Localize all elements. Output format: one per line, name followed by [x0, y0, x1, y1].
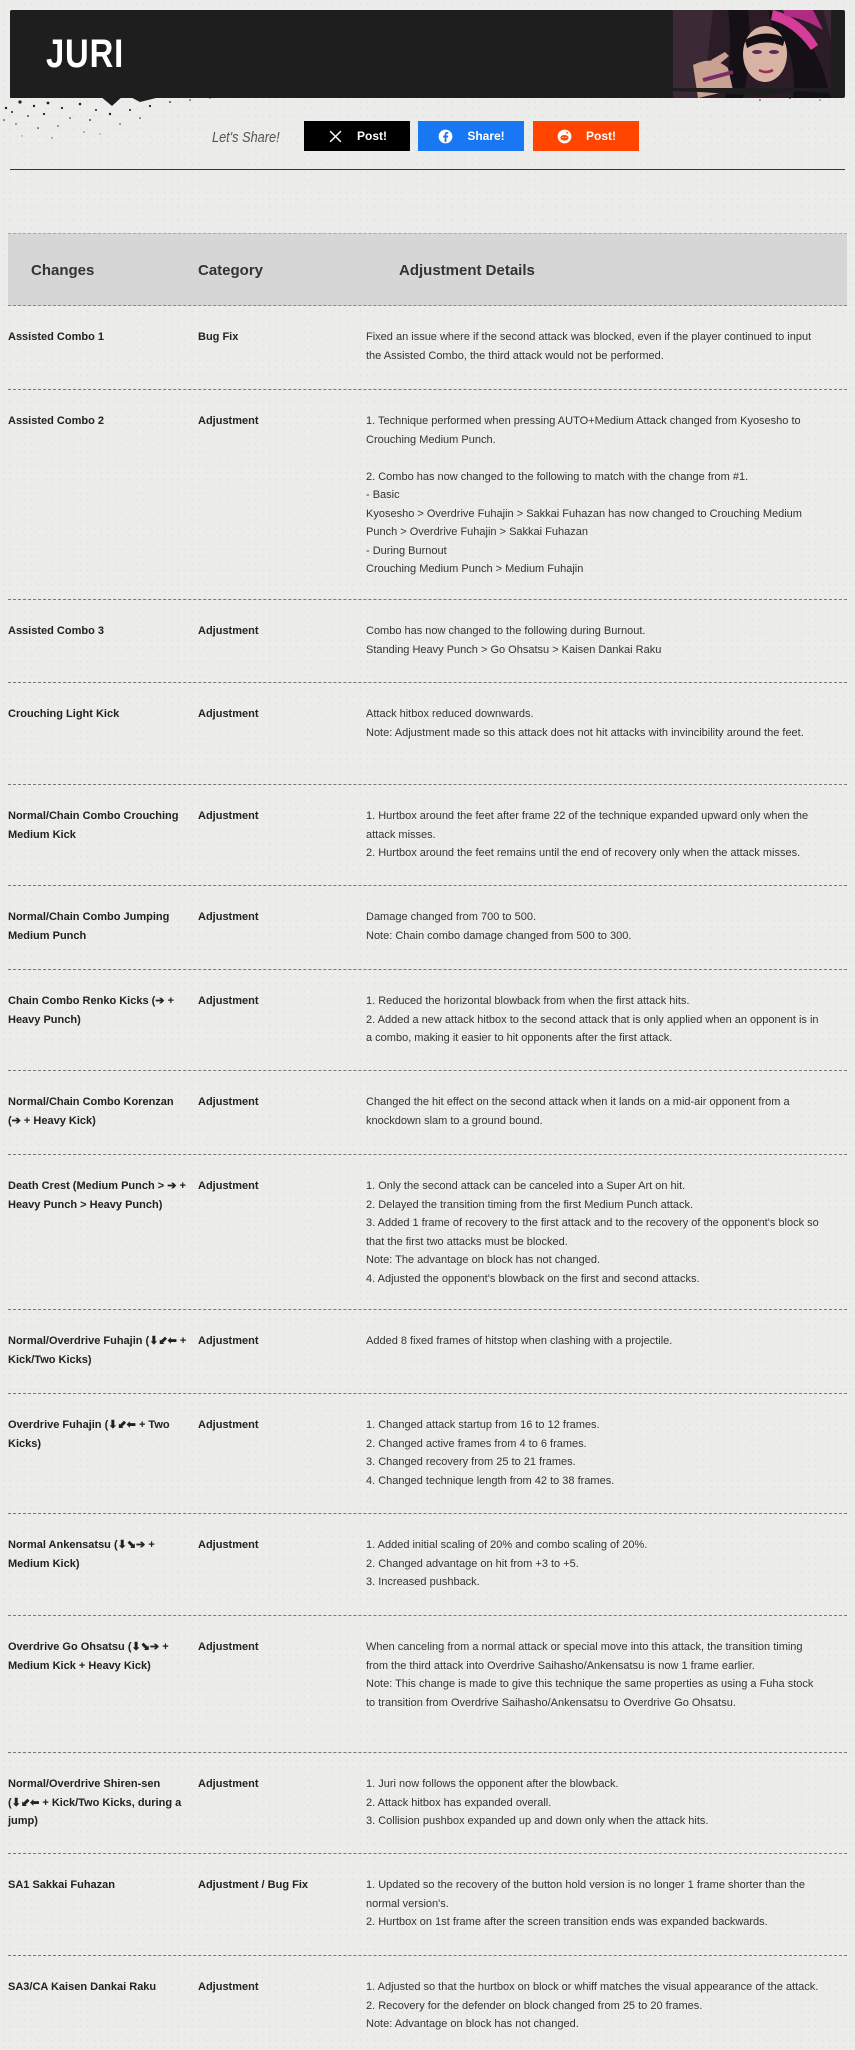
share-x-label: Post!: [357, 129, 387, 143]
change-details: Damage changed from 700 to 500. Note: Chain combo damage changed from 500 to 300.: [366, 911, 632, 942]
change-details: 1. Added initial scaling of 20% and combo scaling of 20%. 2. Changed advantage on hit from +3 to +5. 3. Increased pushback.: [366, 1539, 648, 1588]
change-details: Combo has now changed to the following during Burnout. Standing Heavy Punch > Go Ohsatsu > Kaisen Dankai Raku: [366, 625, 662, 656]
change-details: 1. Updated so the recovery of the button hold version is no longer 1 frame shorter than the normal version's. 2. Hurtbox on 1st frame after the screen transition ends was expanded backwards.: [366, 1879, 806, 1928]
change-name: Assisted Combo 2: [8, 415, 104, 427]
table-row: [8, 1071, 847, 1155]
share-reddit-button[interactable]: [533, 121, 639, 151]
share-facebook-label: Share!: [467, 129, 505, 143]
change-name: Crouching Light Kick: [8, 708, 120, 720]
table-row: [8, 600, 847, 683]
change-details: Fixed an issue where if the second attack was blocked, even if the player continued to input the Assisted Combo, the third attack would not be performed.: [366, 331, 812, 362]
change-category: Adjustment: [198, 1335, 259, 1347]
change-name: Normal/Chain Combo Korenzan (➔ + Heavy Kick): [8, 1096, 174, 1127]
reddit-icon: [556, 128, 572, 144]
change-category: Adjustment: [198, 1641, 259, 1653]
change-name: Death Crest (Medium Punch > ➔ + Heavy Punch > Heavy Punch): [8, 1180, 186, 1211]
change-name: Normal/Overdrive Shiren-sen (⬇⬋⬅ + Kick/Two Kicks, during a jump): [8, 1778, 182, 1827]
column-header-changes: Changes: [31, 262, 95, 279]
table-row: [8, 306, 847, 390]
section-divider: [10, 169, 845, 170]
change-category: Adjustment: [198, 1096, 259, 1108]
share-label: Let's Share!: [212, 129, 280, 146]
table-row: [8, 1155, 847, 1310]
change-category: Adjustment: [198, 708, 259, 720]
share-reddit-label: Post!: [586, 129, 616, 143]
change-details: 1. Hurtbox around the feet after frame 22 of the technique expanded upward only when the attack misses. 2. Hurtbox around the feet remains until the end of recovery only when the attack misses.: [366, 810, 809, 859]
table-row: [8, 970, 847, 1071]
column-header-category: Category: [198, 262, 264, 279]
table-row: [8, 886, 847, 970]
change-details: Changed the hit effect on the second attack when it lands on a mid-air opponent from a knockdown slam to a ground bound.: [366, 1096, 790, 1127]
change-details: Attack hitbox reduced downwards. Note: Adjustment made so this attack does not hit attacks with invincibility around the feet.: [366, 708, 804, 739]
table-row: [8, 1310, 847, 1394]
share-bar: [0, 121, 855, 153]
page-title: JURI: [46, 32, 125, 76]
share-facebook-button[interactable]: [418, 121, 524, 151]
change-name: SA1 Sakkai Fuhazan: [8, 1879, 115, 1891]
change-category: Adjustment: [198, 911, 259, 923]
x-logo-icon: [327, 128, 343, 144]
table-row: [8, 1854, 847, 1956]
change-category: Bug Fix: [198, 331, 239, 343]
table-row: [8, 683, 847, 785]
change-name: Overdrive Fuhajin (⬇⬋⬅ + Two Kicks): [8, 1419, 170, 1450]
change-details: 1. Adjusted so that the hurtbox on block or whiff matches the visual appearance of the attack. 2. Recovery for the defender on block changed from 25 to 20 frames. Note: Advantage on block has not changed.: [366, 1981, 819, 2030]
table-row: [8, 1956, 847, 2050]
table-row: [8, 1616, 847, 1753]
adjustments-table: [8, 233, 847, 2050]
change-name: Chain Combo Renko Kicks (➔ + Heavy Punch): [8, 995, 174, 1026]
table-row: [8, 390, 847, 600]
character-portrait: [673, 10, 831, 98]
change-details: 1. Technique performed when pressing AUTO+Medium Attack changed from Kyosesho to Crouching Medium Punch. 2. Combo has now changed to the following to match with the change from #1. - Basic Kyosesho > Overdrive Fuhajin > Sakkai Fuhazan has now changed to Crouching Medium Punch > Overdrive Fuhajin > Sakkai Fuhazan - During Burnout Crouching Medium Punch > Medium Fuhajin: [366, 415, 802, 575]
change-category: Adjustment: [198, 625, 259, 637]
change-category: Adjustment: [198, 995, 259, 1007]
change-details: 1. Changed attack startup from 16 to 12 frames. 2. Changed active frames from 4 to 6 frames. 3. Changed recovery from 25 to 21 frames. 4. Changed technique length from 42 to 38 frames.: [366, 1419, 615, 1487]
share-x-button[interactable]: [304, 121, 410, 151]
change-name: Normal/Chain Combo Jumping Medium Punch: [8, 911, 170, 942]
change-details: 1. Reduced the horizontal blowback from when the first attack hits. 2. Added a new attack hitbox to the second attack that is only applied when an opponent is in a combo, making it easier to hit opponents after the first attack.: [366, 995, 819, 1044]
change-name: Normal/Overdrive Fuhajin (⬇⬋⬅ + Kick/Two Kicks): [8, 1335, 187, 1366]
change-category: Adjustment: [198, 1419, 259, 1431]
change-category: Adjustment: [198, 1180, 259, 1192]
change-details: Added 8 fixed frames of hitstop when clashing with a projectile.: [366, 1335, 673, 1347]
table-row: [8, 785, 847, 886]
change-name: Assisted Combo 1: [8, 331, 104, 343]
change-details: 1. Only the second attack can be canceled into a Super Art on hit. 2. Delayed the transition timing from the first Medium Punch attack. 3. Added 1 frame of recovery to the first attack and to the recovery of the opponent's block so that the first two attacks must be blocked. Note: The advantage on block has not changed. 4. Adjusted the opponent's blowback on the first and second attacks.: [366, 1180, 819, 1285]
change-name: Normal/Chain Combo Crouching Medium Kick: [8, 810, 179, 841]
facebook-icon: [437, 128, 453, 144]
change-category: Adjustment: [198, 415, 259, 427]
change-details: When canceling from a normal attack or special move into this attack, the transition timing from the third attack into Overdrive Saihasho/Ankensatsu is now 1 frame earlier. Note: This change is made to give this technique the same properties as using a Fuha stock to transition from Overdrive Saihasho/Ankensatsu to Overdrive Go Ohsatsu.: [366, 1641, 814, 1709]
column-header-details: Adjustment Details: [399, 262, 535, 279]
change-category: Adjustment: [198, 1539, 259, 1551]
change-name: Normal Ankensatsu (⬇⬊➔ + Medium Kick): [8, 1539, 155, 1570]
change-details: 1. Juri now follows the opponent after the blowback. 2. Attack hitbox has expanded overall. 3. Collision pushbox expanded up and down only when the attack hits.: [366, 1778, 709, 1827]
table-row: [8, 1514, 847, 1616]
page-header: [10, 10, 845, 98]
change-name: SA3/CA Kaisen Dankai Raku: [8, 1981, 157, 1993]
table-row: [8, 1753, 847, 1854]
change-category: Adjustment: [198, 1981, 259, 1993]
change-category: Adjustment / Bug Fix: [198, 1879, 308, 1891]
change-category: Adjustment: [198, 1778, 259, 1790]
table-row: [8, 1394, 847, 1514]
table-header: [8, 233, 847, 306]
change-name: Overdrive Go Ohsatsu (⬇⬊➔ + Medium Kick + Heavy Kick): [8, 1641, 169, 1672]
change-name: Assisted Combo 3: [8, 625, 104, 637]
change-category: Adjustment: [198, 810, 259, 822]
